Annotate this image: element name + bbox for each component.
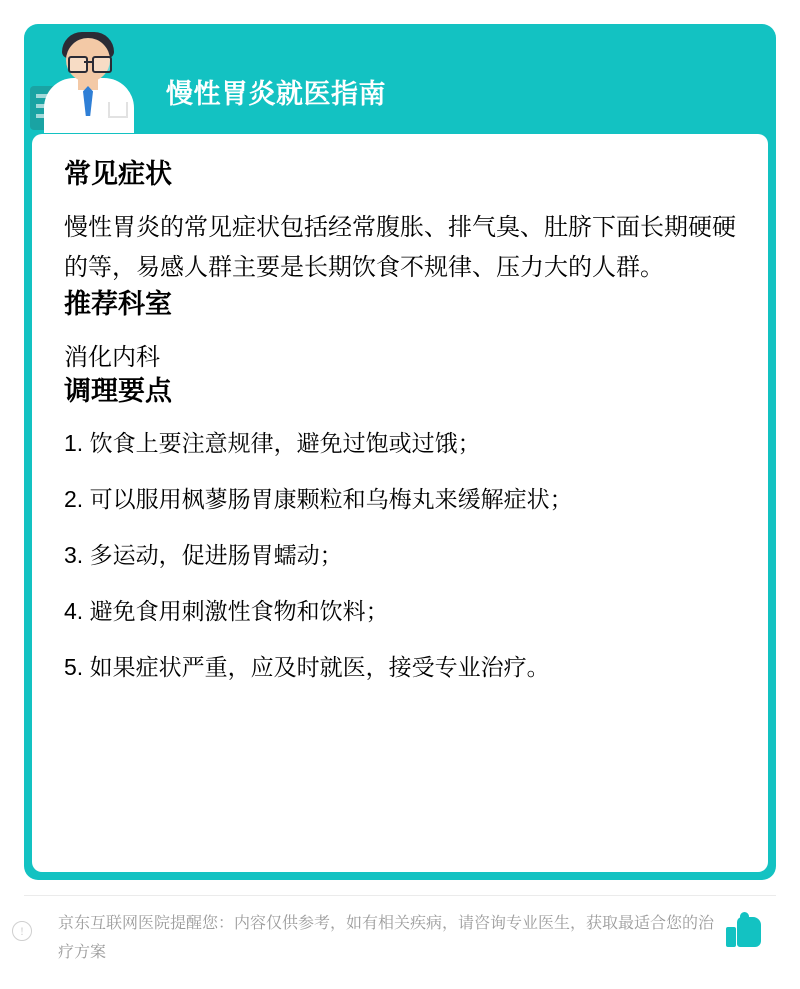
divider — [24, 895, 776, 896]
guide-card — [24, 24, 776, 880]
list-item: 2. 可以服用枫蓼肠胃康颗粒和乌梅丸来缓解症状； — [64, 486, 573, 513]
thumbs-up-icon[interactable] — [726, 915, 762, 949]
section-heading-tips: 调理要点 — [64, 375, 172, 406]
section-body-symptoms: 慢性胃炎的常见症状包括经常腹胀、排气臭、肚脐下面长期硬硬的等，易感人群主要是长期饮食不规律、压力大的人群。 — [64, 214, 736, 282]
tips-list — [64, 425, 736, 685]
list-item: 1. 饮食上要注意规律，避免过饱或过饿； — [64, 430, 481, 457]
footer-disclaimer: 京东互联网医院提醒您：内容仅供参考，如有相关疾病，请咨询专业医生，获取最适合您的治疗方案 — [58, 915, 715, 961]
list-item: 5. 如果症状严重，应及时就医，接受专业治疗。 — [64, 654, 550, 681]
list-item: 3. 多运动，促进肠胃蠕动； — [64, 542, 343, 569]
section-body-department: 消化内科 — [64, 343, 160, 371]
section-heading-symptoms: 常见症状 — [64, 159, 172, 189]
avatar-glasses-right — [92, 56, 112, 73]
thumbs-up-pad — [726, 927, 736, 947]
list-item: 4. 避免食用刺激性食物和饮料； — [64, 598, 389, 625]
content-panel — [32, 134, 768, 872]
info-icon: ! — [12, 921, 32, 941]
avatar-glasses-left — [68, 56, 88, 73]
doctor-avatar-icon — [30, 28, 150, 133]
section-heading-department: 推荐科室 — [64, 289, 172, 320]
footer — [0, 895, 800, 989]
page-title: 慢性胃炎就医指南 — [166, 79, 386, 109]
avatar-glasses-bridge — [84, 61, 92, 63]
avatar-pocket — [108, 102, 128, 118]
thumbs-up-thumb — [740, 912, 749, 924]
